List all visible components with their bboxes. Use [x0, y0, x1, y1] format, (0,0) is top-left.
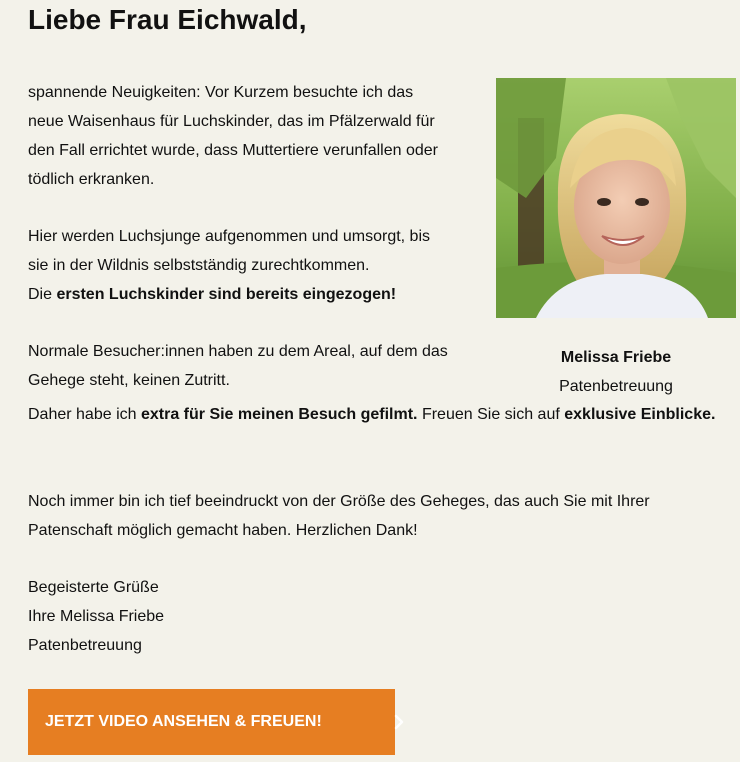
signature-closing: Begeisterte Grüße	[28, 579, 159, 596]
paragraph-thanks: Noch immer bin ich tief beeindruckt von der Größe des Geheges, das auch Sie mit Ihrer Patenschaft möglich gemacht haben. Herzlichen Dank!	[28, 493, 650, 539]
paragraph-lynx-care-text: Hier werden Luchsjunge aufgenommen und umsorgt, bis sie in der Wildnis selbstständig zurechtkommen.	[28, 228, 431, 274]
portrait-photo-icon	[496, 78, 736, 318]
signature-block	[28, 573, 428, 660]
watch-video-button[interactable]	[28, 689, 395, 755]
chevron-right-icon	[390, 713, 408, 731]
paragraph-lynx-care	[28, 222, 448, 309]
paragraph-video	[28, 400, 718, 429]
paragraph-lynx-care-prefix: Die	[28, 286, 57, 303]
photo-caption-name: Melissa Friebe	[560, 349, 672, 366]
greeting-heading: Liebe Frau Eichwald,	[28, 4, 307, 35]
signature-role: Patenbetreuung	[28, 637, 142, 654]
paragraph-lynx-care-highlight: ersten Luchskinder sind bereits eingezogen!	[56, 286, 397, 303]
paragraph-video-middle: Freuen Sie sich auf	[417, 406, 565, 423]
paragraph-news: spannende Neuigkeiten: Vor Kurzem besuchte ich das neue Waisenhaus für Luchskinder, das im Pfälzerwald für den Fall errichtet wurde, dass Muttertiere verunfallen oder tödlich erkranken.	[28, 84, 438, 188]
watch-video-button-label: JETZT VIDEO ANSEHEN & FREUEN!	[45, 713, 322, 730]
signature-name: Ihre Melissa Friebe	[28, 608, 165, 625]
paragraph-video-prefix: Daher habe ich	[28, 406, 141, 423]
paragraph-video-highlight-2: exklusive Einblicke.	[564, 406, 716, 423]
paragraph-video-highlight-1: extra für Sie meinen Besuch gefilmt.	[140, 406, 418, 423]
portrait-photo	[496, 78, 736, 318]
paragraph-no-access: Normale Besucher:innen haben zu dem Areal, auf dem das Gehege steht, keinen Zutritt.	[28, 343, 448, 389]
photo-caption-role: Patenbetreuung	[559, 378, 673, 395]
